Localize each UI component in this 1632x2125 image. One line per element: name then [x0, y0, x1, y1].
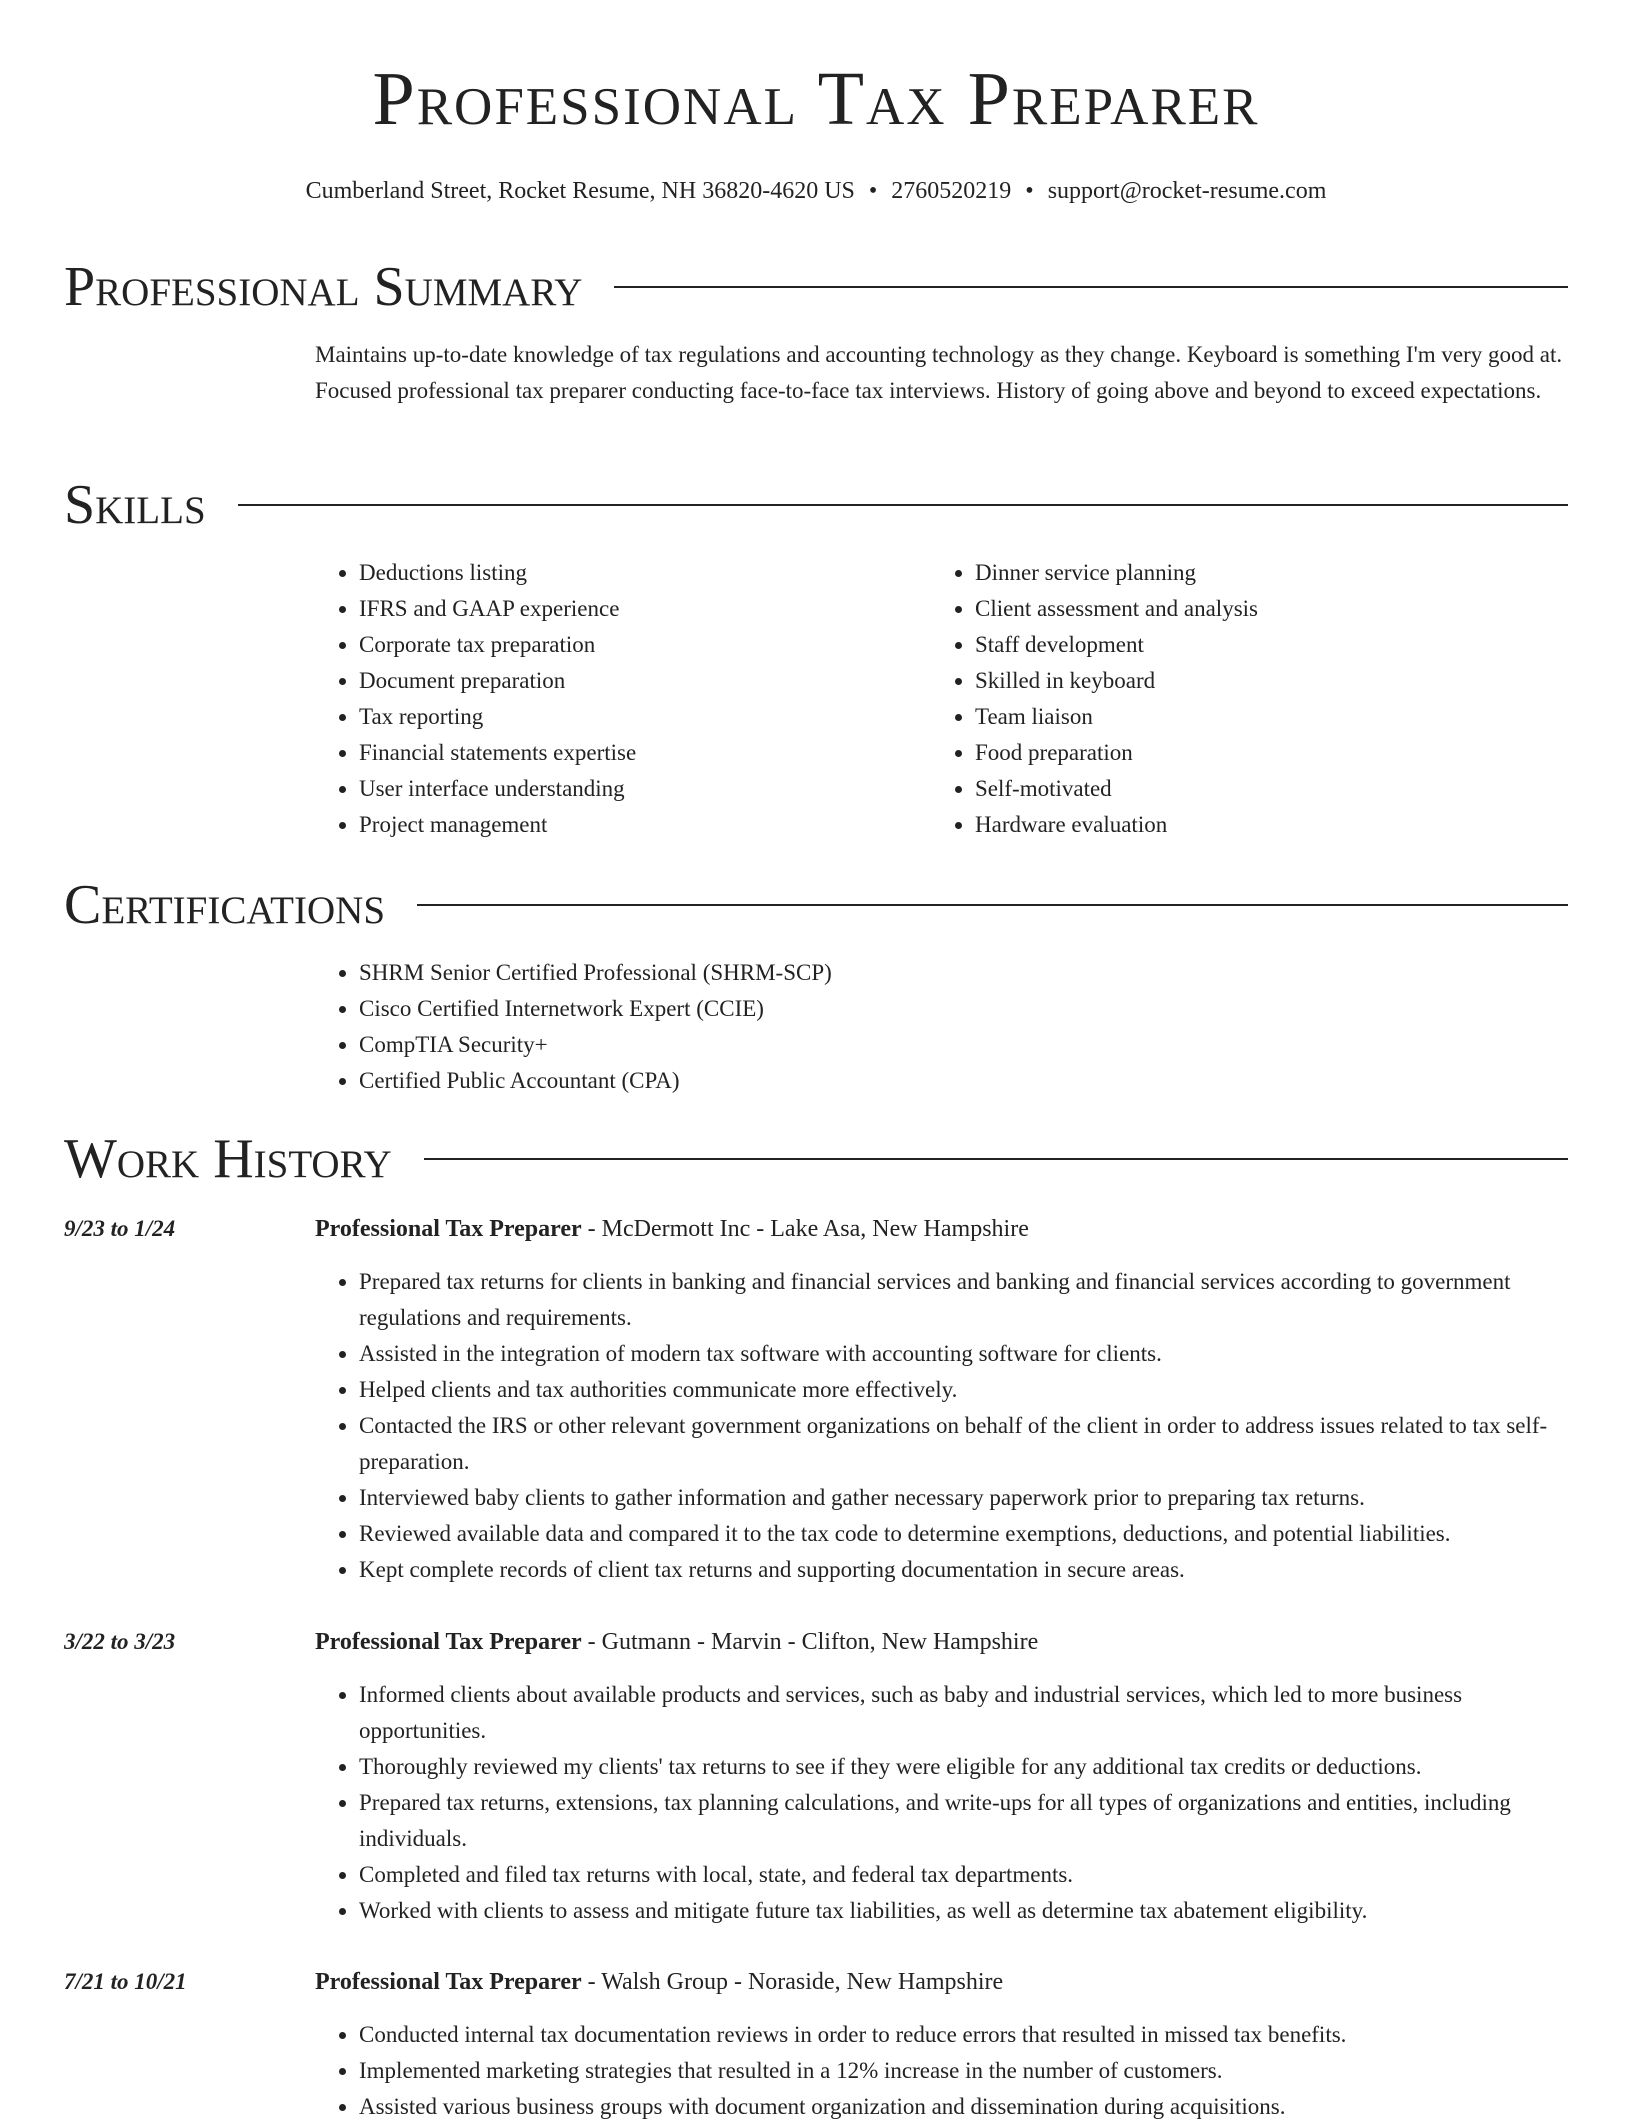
- list-item: • Certified Public Accountant (CPA): [359, 1063, 1515, 1099]
- section-divider: [238, 504, 1568, 506]
- list-item: • Corporate tax preparation: [359, 627, 915, 663]
- job-duties: [315, 1264, 1570, 1588]
- list-item: • Interviewed baby clients to gather information and gather necessary paperwork prior to preparing tax returns.: [359, 1480, 1570, 1516]
- list-item: • Project management: [359, 807, 915, 843]
- job-company-location: - Gutmann - Marvin - Clifton, New Hampshire: [581, 1629, 1039, 1655]
- certifications-list-wrap: [315, 955, 1515, 1099]
- job-duties-list: [315, 1264, 1570, 1588]
- contact-line: [0, 175, 1632, 207]
- skills-heading: Skills: [64, 474, 206, 536]
- list-item: • Contacted the IRS or other relevant government organizations on behalf of the client in order to address issues related to tax self-preparation.: [359, 1408, 1570, 1480]
- list-item: • Staff development: [975, 627, 1531, 663]
- job-role: Professional Tax Preparer: [315, 1216, 582, 1242]
- job-duties-list: [315, 2017, 1570, 2125]
- job-duties: [315, 2017, 1570, 2125]
- list-item: • Completed and filed tax returns with local, state, and federal tax departments.: [359, 1857, 1570, 1893]
- summary-text: Maintains up-to-date knowledge of tax regulations and accounting technology as they change. Keyboard is something I'm very good at. Focused professional tax preparer conducting face-to-face tax interviews. History of going above and beyond to exceed expectations.: [315, 342, 1563, 403]
- list-item: • Skilled in keyboard: [975, 663, 1531, 699]
- list-item: • Implemented marketing strategies that resulted in a 12% increase in the number of customers.: [359, 2053, 1570, 2089]
- list-item: • IFRS and GAAP experience: [359, 591, 915, 627]
- list-item: • Reviewed available data and compared it to the tax code to determine exemptions, deductions, and potential liabilities.: [359, 1516, 1570, 1552]
- list-item: • Cisco Certified Internetwork Expert (CCIE): [359, 991, 1515, 1027]
- list-item: • Kept complete records of client tax returns and supporting documentation in secure areas.: [359, 1552, 1570, 1588]
- list-item: • CompTIA Security+: [359, 1027, 1515, 1063]
- list-item: • Tax reporting: [359, 699, 915, 735]
- list-item: • Informed clients about available products and services, such as baby and industrial services, which led to more business opportunities.: [359, 1677, 1570, 1749]
- list-item: • Financial statements expertise: [359, 735, 915, 771]
- certifications-list: [315, 955, 1515, 1099]
- list-item: • Helped clients and tax authorities communicate more effectively.: [359, 1372, 1570, 1408]
- summary-heading: Professional Summary: [64, 256, 583, 318]
- list-item: • Client assessment and analysis: [975, 591, 1531, 627]
- job-company-location: - McDermott Inc - Lake Asa, New Hampshire: [581, 1216, 1029, 1242]
- work-history-section-heading: [64, 1126, 1568, 1192]
- list-item: • Worked with clients to assess and mitigate future tax liabilities, as well as determine tax abatement eligibility.: [359, 1893, 1570, 1929]
- section-divider: [417, 904, 1568, 906]
- job-role: Professional Tax Preparer: [315, 1629, 582, 1655]
- job-title-line: [315, 1624, 1570, 1660]
- job-dates: 3/22 to 3/23: [64, 1629, 176, 1654]
- skills-right-list: [931, 555, 1531, 843]
- list-item: • Team liaison: [975, 699, 1531, 735]
- skills-section-heading: [64, 472, 1568, 538]
- list-item: • Food preparation: [975, 735, 1531, 771]
- list-item: • Conducted internal tax documentation reviews in order to reduce errors that resulted in missed tax benefits.: [359, 2017, 1570, 2053]
- skills-left-list: [315, 555, 915, 843]
- certifications-section-heading: [64, 872, 1568, 938]
- list-item: • Assisted various business groups with document organization and dissemination during acquisitions.: [359, 2089, 1570, 2125]
- job-role: Professional Tax Preparer: [315, 1969, 582, 1995]
- job-title-line: [315, 1211, 1570, 1247]
- section-divider: [424, 1158, 1568, 1160]
- job-dates: 7/21 to 10/21: [64, 1969, 187, 1994]
- job-duties-list: [315, 1677, 1570, 1929]
- skills-right-column: [931, 555, 1531, 843]
- job-company-location: - Walsh Group - Noraside, New Hampshire: [581, 1969, 1004, 1995]
- resume-name: Professional Tax Preparer: [372, 57, 1260, 141]
- list-item: • Self-motivated: [975, 771, 1531, 807]
- contact-separator: •: [1025, 178, 1034, 204]
- contact-phone: 2760520219: [891, 178, 1012, 204]
- list-item: • Thoroughly reviewed my clients' tax returns to see if they were eligible for any additional tax credits or deductions.: [359, 1749, 1570, 1785]
- contact-email: support@rocket-resume.com: [1047, 178, 1327, 204]
- certifications-heading: Certifications: [64, 874, 386, 936]
- skills-left-column: [315, 555, 915, 843]
- list-item: • User interface understanding: [359, 771, 915, 807]
- list-item: • SHRM Senior Certified Professional (SHRM-SCP): [359, 955, 1515, 991]
- list-item: • Prepared tax returns, extensions, tax planning calculations, and write-ups for all types of organizations and entities, including individuals.: [359, 1785, 1570, 1857]
- contact-separator: •: [868, 178, 878, 204]
- job-title-line: [315, 1964, 1570, 2000]
- list-item: • Dinner service planning: [975, 555, 1531, 591]
- contact-address: Cumberland Street, Rocket Resume, NH 36820-4620 US: [305, 178, 855, 204]
- summary-section-heading: [64, 254, 1568, 320]
- job-dates: 9/23 to 1/24: [64, 1216, 176, 1241]
- list-item: • Hardware evaluation: [975, 807, 1531, 843]
- list-item: • Assisted in the integration of modern tax software with accounting software for clients.: [359, 1336, 1570, 1372]
- list-item: • Document preparation: [359, 663, 915, 699]
- list-item: • Deductions listing: [359, 555, 915, 591]
- work-history-heading: Work History: [64, 1128, 392, 1190]
- section-divider: [614, 286, 1568, 288]
- job-duties: [315, 1677, 1570, 1929]
- list-item: • Prepared tax returns for clients in banking and financial services and banking and financial services according to government regulations and requirements.: [359, 1264, 1570, 1336]
